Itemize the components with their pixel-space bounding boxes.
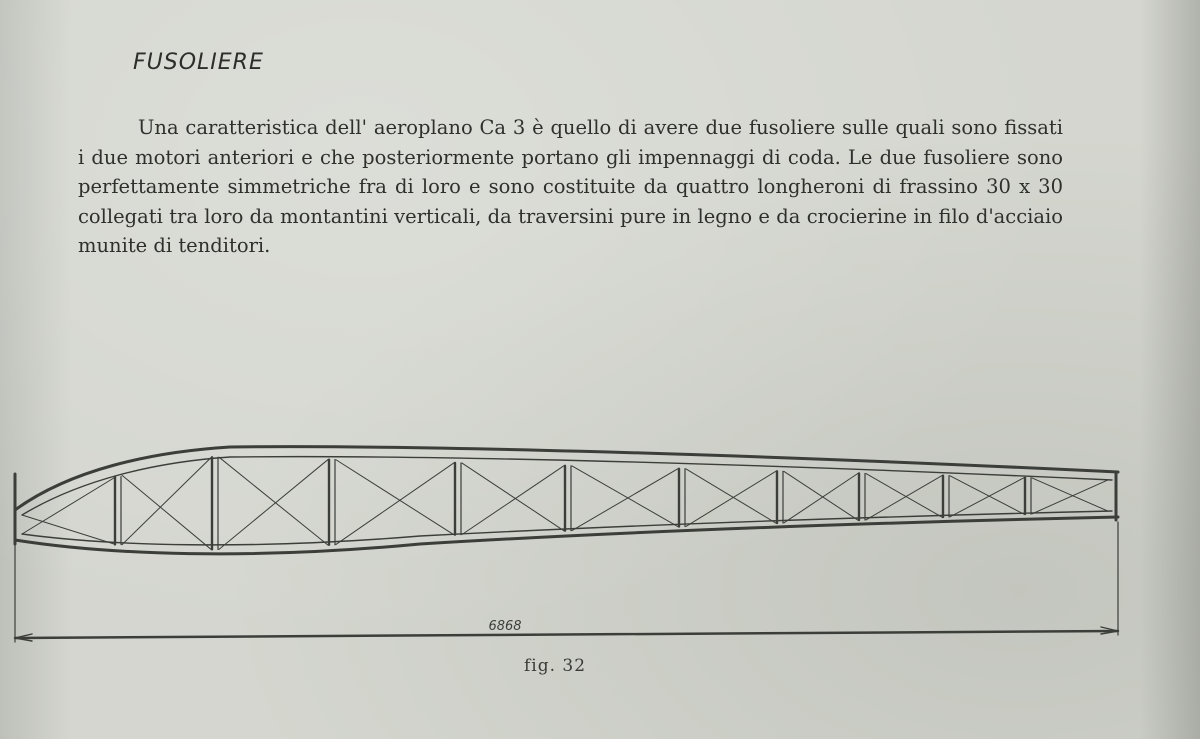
cross-brace (122, 475, 211, 549)
cross-brace (1032, 478, 1108, 511)
dimension-line (15, 631, 1118, 638)
cross-brace (572, 466, 678, 527)
cross-brace (950, 476, 1024, 514)
body-paragraph: Una caratteristica dell' aeroplano Ca 3 è quello di avere due fusoliere sulle quali sono fissati i due motori anteriori e che posteriormente portano gli impennaggi di coda. Le due fusoliere sono perfettamente simmetriche fra di loro e sono costituite da quattro longheroni di frassino 30 x 30 collegati tra loro da montantini verticali, da traversini pure in legno e da crocierine in filo d'acciaio munite di tenditori. (78, 116, 1063, 257)
cross-brace (686, 469, 776, 523)
cross-brace (336, 460, 454, 535)
fuselage-diagram (0, 430, 1200, 650)
cross-brace (462, 463, 564, 531)
cross-brace (866, 476, 942, 520)
cross-brace (219, 457, 328, 545)
cross-brace (572, 469, 678, 531)
cross-brace (784, 473, 858, 522)
cross-brace (1032, 480, 1108, 514)
cross-brace (22, 478, 114, 534)
cross-brace (336, 463, 454, 545)
figure-caption: fig. 32 (524, 656, 587, 676)
cross-brace (462, 466, 564, 535)
cross-brace (686, 471, 776, 526)
cross-brace (784, 471, 858, 520)
cross-brace (950, 478, 1024, 517)
section-title: FUSOLIERE (133, 50, 264, 75)
bottom-longeron (15, 517, 1118, 554)
top-longeron (15, 447, 1118, 510)
cross-brace (866, 474, 942, 518)
dimension-label: 6868 (488, 619, 522, 634)
cross-brace (219, 460, 328, 550)
